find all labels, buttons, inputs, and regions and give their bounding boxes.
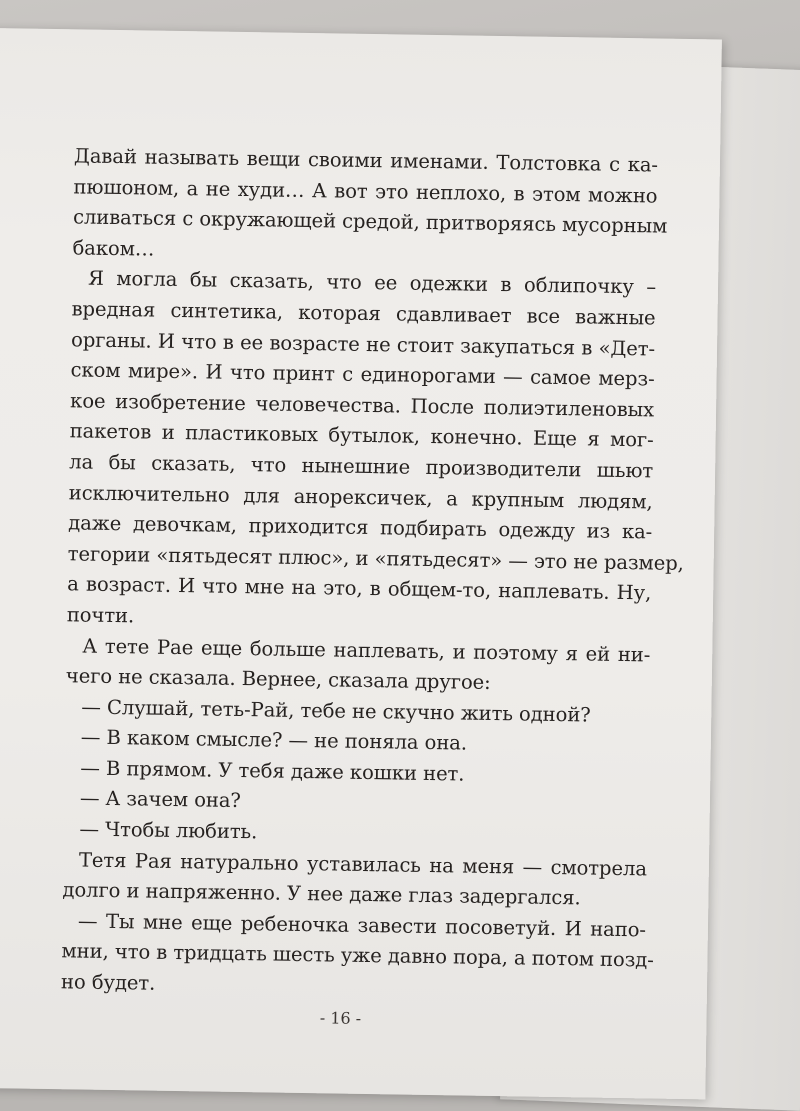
text-line: — А зачем она?	[79, 786, 241, 813]
text-line: долго и напряженно. У нее даже глаз задергался.	[62, 878, 581, 910]
text-line: — Ты мне еще ребеночка завести посоветуй. И напо-	[77, 909, 647, 942]
text-line: А тете Рае еще больше наплевать, и поэтому я ей ни-	[82, 634, 651, 666]
text-line: но будет.	[60, 970, 156, 995]
text-line: — В каком смысле? — не поняла она.	[80, 725, 468, 755]
text-line: ла бы сказать, что нынешние производители шьют	[69, 450, 654, 483]
text-line: Я могла бы сказать, что ее одежки в облипочку –	[87, 266, 657, 299]
page-number: - 16 -	[319, 1008, 362, 1028]
text-line: пюшоном, а не худи… А вот это неплохо, в этом можно	[73, 174, 658, 208]
text-line: — Слушай, теть-Рай, тебе не скучно жить одной?	[81, 695, 591, 727]
text-line: Давай называть вещи своими именами. Толстовка с ка-	[73, 144, 659, 177]
page-text	[60, 141, 684, 1007]
text-line: а возраст. И что мне на это, в общем-то, наплевать. Ну,	[67, 572, 652, 605]
text-line: почти.	[66, 603, 135, 628]
text-line: тегории «пятьдесят плюс», и «пятьдесят» — это не размер,	[67, 542, 684, 575]
book-page	[0, 28, 722, 1099]
text-line: вредная синтетика, которая сдавливает все важные	[71, 297, 656, 330]
text-line: сливаться с окружающей средой, притворяясь мусорным	[72, 205, 668, 238]
text-line: даже девочкам, приходится подбирать одежду из ка-	[68, 511, 653, 544]
text-line: ском мире». И что принт с единорогами — самое мерз-	[70, 358, 655, 391]
text-line: — Чтобы любить.	[79, 817, 258, 844]
text-line: Тетя Рая натурально уставилась на меня — смотрела	[78, 848, 648, 881]
text-line: баком…	[72, 236, 155, 261]
text-line: пакетов и пластиковых бутылок, конечно. Еще я мог-	[69, 419, 654, 452]
text-line: — В прямом. У тебя даже кошки нет.	[80, 756, 465, 786]
text-line: мни, что в тридцать шесть уже давно пора, а потом позд-	[61, 939, 654, 972]
text-line: исключительно для анорексичек, а крупным людям,	[68, 480, 653, 513]
text-line: органы. И что в ее возрасте не стоит закупаться в «Дет-	[70, 327, 656, 361]
text-line: кое изобретение человечества. После полиэтиленовых	[69, 389, 655, 422]
text-line: чего не сказала. Вернее, сказала другое:	[65, 664, 491, 695]
